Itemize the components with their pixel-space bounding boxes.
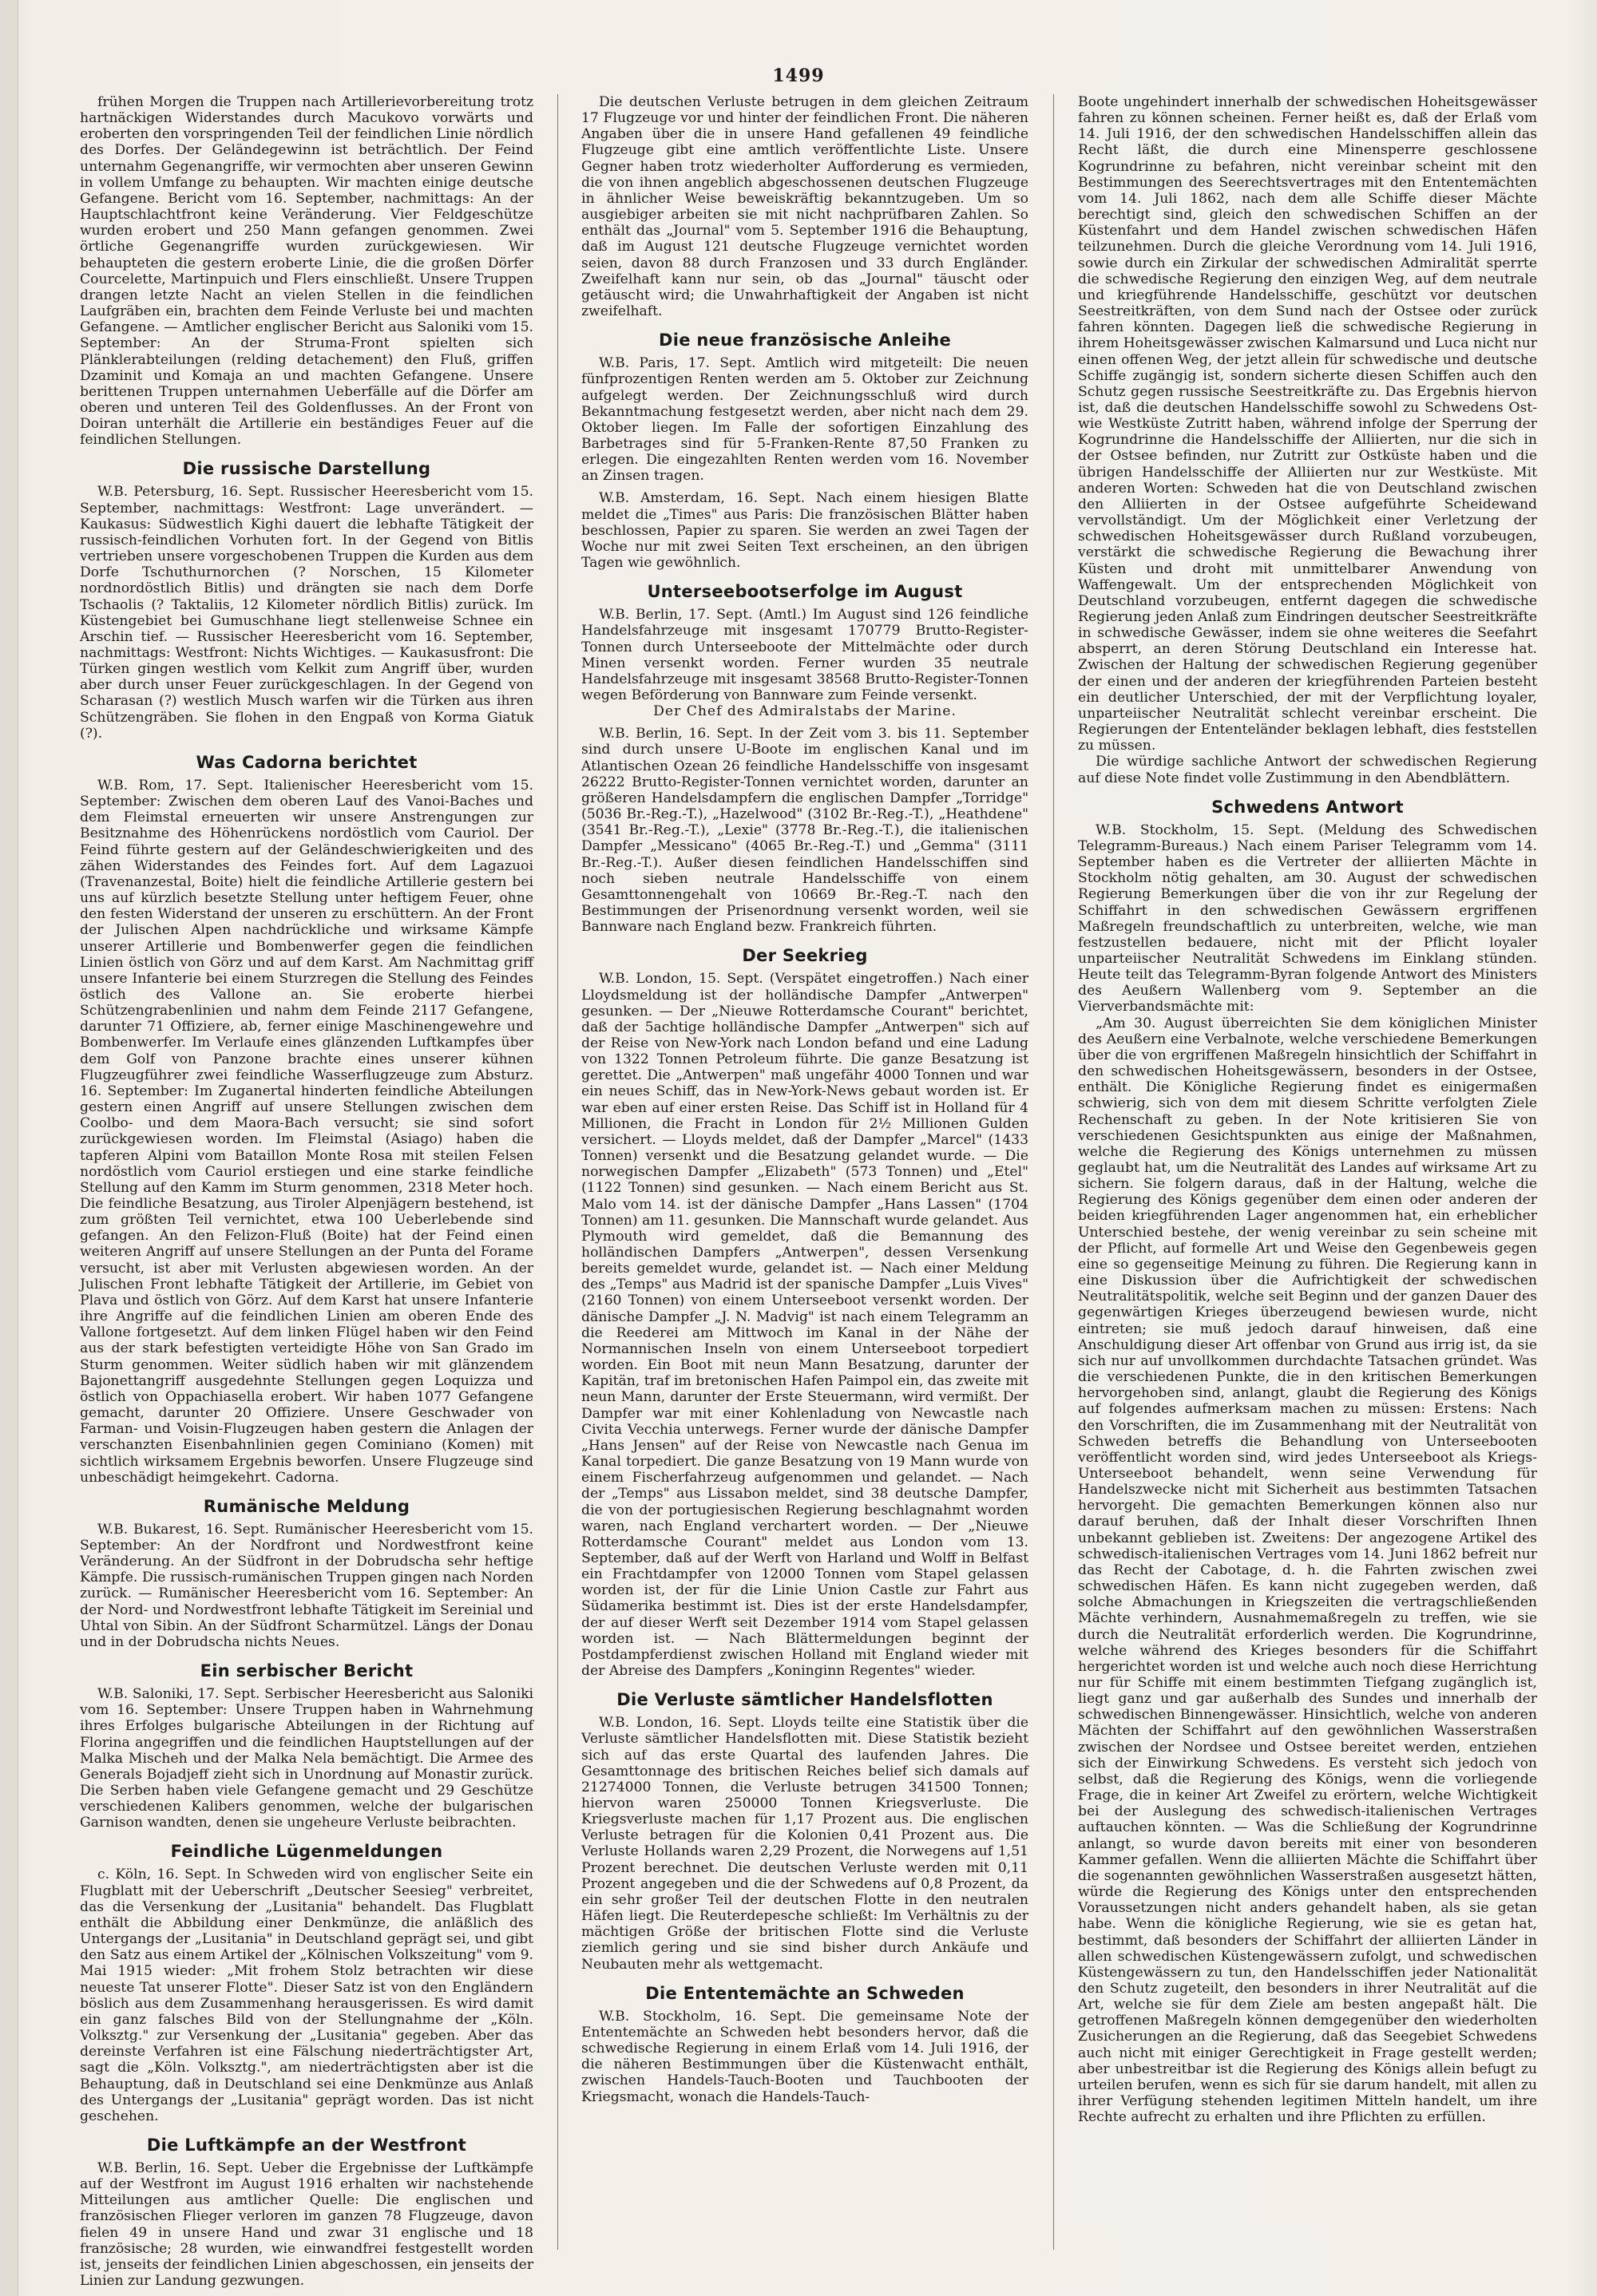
headline-russisch: Die russische Darstellung <box>182 459 431 479</box>
article-text: W.B. Petersburg, 16. Sept. Russischer Heeresbericht vom 15. September, nachmittags: Westfront: Lage unverändert. — Kaukasus: Südwestlich Kighi dauert die lebhafte Tätigkeit der russisch-feindlichen Vorhuten fort. In der Gegend von Bitlis vertrieben unsere vorgeschobenen Truppen die Kurden aus dem Dorfe Tschuthurnorchen (? Norschen, 15 Kilometer nordnordöstlich Bitlis) und drängten sie nach dem Dorfe Tschaolis (? Taktaliis, 12 Kilometer nördlich Bitlis) zurück. Im Küstengebiet bei Gumuschhane liegt stellenweise Schnee ein Arschin tief. — Russischer Heeresbericht vom 16. September, nachmittags: Westfront: Nichts Wichtiges. — Kaukasusfront: Die Türken gingen westlich vom Kelkit zum Angriff über, wurden aber durch unser Feuer zurückgeschlagen. In der Gegend von Scharasan (?) westlich Musch warfen wir die Türken aus ihren Schützengräben. Sie flohen in den Engpaß von Korma Giatuk (?). <box>80 484 533 742</box>
column-2 <box>581 94 1028 2250</box>
article-text: W.B. Stockholm, 16. Sept. Die gemeinsame Note der Ententemächte an Schweden hebt besonders hervor, daß die schwedische Regierung in einem Erlaß vom 14. Juli 1916, der die näheren Bestimmungen über die Küstenwacht enthält, zwischen Handels-Tauch-Booten und Tauchbooten der Kriegsmacht, wonach die Handels-Tauch- <box>581 2008 1028 2105</box>
article-signature: Der Chef des Admiralstabs der Marine. <box>653 703 957 720</box>
article-text: W.B. Berlin, 16. Sept. In der Zeit vom 3. bis 11. September sind durch unsere U-Boote im englischen Kanal und im Atlantischen Ozean 26 feindliche Handelsschiffe von insgesamt 26222 Brutto-Register-Tonnen vernichtet worden, darunter an größeren Handelsdampfern die englischen Dampfer „Torridge" (5036 Br.-Reg.-T.), „Hazelwood" (3102 Br.-Reg.-T.), „Heathdene" (3541 Br.-Reg.-T.), „Lexie" (3778 Br.-Reg.-T.), die italienischen Dampfer „Messicano" (4065 Br.-Reg.-T.) und „Gemma" (3111 Br.-Reg.-T.). Außer diesen feindlichen Handelsschiffen sind noch sieben neutrale Handelsschiffe von einem Gesamttonnengehalt von 10669 Br.-Reg.-T. nach den Bestimmungen der Prisenordnung versenkt worden, weil sie Bannware nach England bezw. Frankreich führten. <box>581 726 1028 936</box>
article-text: W.B. Rom, 17. Sept. Italienischer Heeresbericht vom 15. September: Zwischen dem oberen Lauf des Vanoi-Baches und dem Fleimstal erneuerten wir unsere Anstrengungen zur Besitznahme des Höhenrückens nordöstlich vom Cauriol. Der Feind führte gestern auf der Geländeschwierigkeiten und des zähen Widerstandes des Feindes fort. Auf dem Lagazuoi (Travenanzestal, Boite) hielt die feindliche Artillerie gestern bei uns auf kürzlich besetzte Stellung unter heftigem Feuer, ohne den festen Widerstand der unseren zu erschüttern. An der Front der Julischen Alpen nachdrückliche und wirksame Kämpfe unserer Artillerie und Bombenwerfer gegen die feindlichen Linien östlich von Görz und auf dem Karst. Am Nachmittag griff unsere Infanterie bei einem Sturzregen die Stellung des Feindes östlich des Vallone an. Sie eroberte hierbei Schützengrabenlinien und nahm dem Feinde 2117 Gefangene, darunter 71 Offiziere, ab, ferner einige Maschinengewehre und Bombenwerfer. Im Verlaufe eines glänzenden Luftkampfes über dem Golf von Panzone brachte eines unserer kühnen Flugzeugführer zwei feindliche Wasserflugzeuge zum Absturz. 16. September: Im Zuganertal hinderten feindliche Abteilungen gestern einen Angriff auf unsere Stellungen zwischen dem Coolbo- und dem Maora-Bach versucht; sie sind sofort zurückgewiesen worden. Im Fleimstal (Asiago) haben die tapferen Alpini vom Bataillon Monte Rosa mit steilen Felsen nordöstlich vom Cauriol erstiegen und eine starke feindliche Stellung auf den Kamm im Sturm genommen, 2318 Meter hoch. Die feindliche Besatzung, aus Tiroler Alpenjägern bestehend, ist zum größten Teil vernichtet, etwa 100 Ueberlebende sind gefangen. An den Felizon-Fluß (Boite) hat der Feind einen weiteren Angriff auf unsere Stellungen an der Punta del Forame versucht, ist aber mit Verlusten abgewiesen worden. An der Julischen Front lebhafte Tätigkeit der Artillerie, im Gebiet von Plava und östlich von Görz. Auf dem Karst hat unsere Infanterie ihre Angriffe auf die feindlichen Linien am oberen Ende des Vallone fortgesetzt. Auf dem linken Flügel haben wir den Feind aus der stark befestigten verteidigte Höhe von San Grado im Sturm genommen. Weiter südlich haben wir mit glänzendem Bajonettangriff ausgedehnte Stellungen gegen Loquizza und östlich von Oppachiasella erobert. Wir haben 1077 Gefangene gemacht, darunter 20 Offiziere. Unsere Geschwader von Farman- und Voisin-Flugzeugen haben gestern die Anlagen der verschanzten Eisenbahnlinien gegen Cominiano (Komen) mit sichtlich wirksamem Ergebnis beworfen. Unsere Flugzeuge sind unbeschädigt heimgekehrt. Cadorna. <box>80 777 533 1486</box>
headline-luegen: Feindliche Lügenmeldungen <box>170 1842 443 1862</box>
page-number: 1499 <box>772 65 825 86</box>
article-text: W.B. Berlin, 17. Sept. (Amtl.) Im August sind 126 feindliche Handelsfahrzeuge mit insgesamt 170779 Brutto-Register-Tonnen durch Unterseeboote der Mittelmächte oder durch Minen versenkt worden. Ferner wurden 35 neutrale Handelsfahrzeuge mit insgesamt 38568 Brutto-Register-Tonnen wegen Beförderung von Bannware zum Feinde versenkt. <box>581 607 1028 703</box>
article-text: Die würdige sachliche Antwort der schwedischen Regierung auf diese Note findet volle Zustimmung in den Abendblättern. <box>1078 754 1537 786</box>
article-text: W.B. Paris, 17. Sept. Amtlich wird mitgeteilt: Die neuen fünfprozentigen Renten werden am 5. Oktober zur Zeichnung aufgelegt werden. Der Zeichnungsschluß wird durch Bekanntmachung festgesetzt werden, aber nicht nach dem 29. Oktober liegen. Im Falle der sofortigen Einzahlung des Barbetrages sind für 5-Franken-Rente 87,50 Franken zu erlegen. Die eingezahlten Renten werden vom 16. November an Zinsen tragen. <box>581 355 1028 485</box>
headline-serbisch: Ein serbischer Bericht <box>200 1661 414 1681</box>
column-rule <box>1053 94 1054 2250</box>
column-1 <box>80 94 533 2290</box>
article-text: W.B. Stockholm, 15. Sept. (Meldung des Schwedischen Telegramm-Bureaus.) Nach einem Pariser Telegramm vom 14. September haben es die Vertreter der alliierten Mächte in Stockholm nötig gehalten, am 30. August der schwedischen Regierung Bemerkungen über die von ihr zur Regelung der Schiffahrt in den schwedischen Gewässern ergriffenen Maßregeln freundschaftlich zu unterbreiten, welche, wie man festzustellen bedauere, nicht mit der Pflicht loyaler unparteiischer Neutralität Schwedens im Einklang stünden. Heute teilt das Telegramm-Byran folgende Antwort des Ministers des Aeußern Wallenberg vom 9. September an die Vierverbandsmächte mit: <box>1078 821 1537 1015</box>
headline-luftkaempfe: Die Luftkämpfe an der Westfront <box>146 2135 467 2155</box>
column-rule <box>557 94 558 2250</box>
article-quote: „Am 30. August überreichten Sie dem königlichen Minister des Aeußern eine Verbalnote, welche verschiedene Bemerkungen über die von ergriffenen Maßregeln hinsichtlich der Schiffahrt in den schwedischen Hoheitsgewässern, besonders in der Ostsee, enthält. Die Königliche Regierung findet es einigermaßen schwierig, sich von dem mit diesem Schritte verfolgten Ziele Rechenschaft zu geben. In der Note kritisieren Sie von verschiedenen Gesichtspunkten aus einige der Maßnahmen, welche die Regierung des Königs unternehmen zu müssen geglaubt hat, um die Neutralität des Landes auf wirksame Art zu sichern. Sie folgern daraus, daß in der Haltung, welche die Regierung des Königs gegenüber dem einen oder anderen der beiden kriegführenden Lager angenommen hat, ein erheblicher Unterschied bestehe, der wenig vereinbar zu sein scheine mit der Pflicht, auf formelle Art und Weise den Gegenbeweis gegen eine so gegenseitige Meinung zu führen. Die Regierung kann in eine Diskussion über die Aufrichtigkeit der schwedischen Neutralitätspolitik, welche seit Beginn und der ganzen Dauer des gegenwärtigen Krieges überzeugend bewiesen wurde, nicht eintreten; sie muß jedoch darauf hinweisen, daß eine Anschuldigung dieser Art offenbar von Grund aus irrig ist, da sie sich nur auf unvollkommen durchdachte Tatsachen gründet. Was die verschiedenen Punkte, die in den kritischen Bemerkungen hervorgehoben sind, anlangt, glaubt die Regierung des Königs auf folgendes aufmerksam machen zu müssen: Erstens: Nach den Vorschriften, die im Zusammenhang mit der Neutralität von Schweden betreffs die Behandlung von Unterseebooten veröffentlicht worden sind, wird jedes Unterseeboot als Kriegs-Unterseeboot behandelt, wenn seine Verwendung für Handelszwecke nicht mit Sicherheit aus bestimmten Tatsachen hervorgeht. Die gemachten Bemerkungen können also nur darauf beruhen, daß der Inhalt dieser Vorschriften Ihnen unbekannt geblieben ist. Zweitens: Der angezogene Artikel des schwedisch-italienischen Vertrages vom 14. Juni 1862 befreit nur das Recht der Cabotage, d. h. die Fahrten zwischen zwei schwedischen Häfen. Es kann nicht zugegeben werden, daß solche Abmachungen in Kriegszeiten die vertragschließenden Mächte verhindern, Ausnahmemaßregeln zu treffen, wie sie durch die Neutralität erforderlich werden. Die Kogrundrinne, welche während des Krieges besonders für die Schiffahrt hergerichtet worden ist und welche auch noch diese Herrichtung nur für Schiffe mit einem bestimmten Tiefgang zugänglich ist, liegt ganz und gar außerhalb des Sundes und innerhalb der schwedischen Binnengewässer. Hinsichtlich, welche von anderen Mächten der Schiffahrt auf den gewöhnlichen Wasserstraßen zwischen der Nordsee und Ostsee bereitet werden, entziehen sich der Einwirkung Schwedens. Es versteht sich jedoch von selbst, daß die Regierung des Königs, wenn die vorliegende Frage, die in keiner Art Zweifel zu erörtern, welche Wichtigkeit bei der Auslegung des schwedisch-italienischen Vertrages auftauchen könnten. — Was die Schließung der Kogrundrinne anlangt, so wurde davon bereits mit einer von besonderen Kammer gefallen. Wenn die alliierten Mächte die Schiffahrt über die sogenannten gewöhnlichen Wasserstraßen ausgesetzt hätten, würde die Regierung des Königs unter den entsprechenden Voraussetzungen nicht anders gehandelt haben, als sie getan habe. Wenn die königliche Regierung, wie sie es getan hat, bestimmt, daß besonders der Schiffahrt der alliierten Länder in allen schwedischen Küstengewässern zufolgt, und schwedischen Küstengewässern zu tun, den Handelsschiffen jeder Nationalität den Schutz zugeteilt, den besonders in ihrer Neutralität auf die Art, welche sie für dem Ziele am besten angepaßt hält. Die getroffenen Maßregeln können demgegenüber den wiederholten Zusicherungen an die Regierung, daß das Seegebiet Schwedens auch nicht mit einiger Gerechtigkeit in Frage gestellt werden; aber unbestreitbar ist die Regierung des Königs allein befugt zu urteilen berufen, wenn es sich für sie darum handelt, mit allen zu ihrer Verfügung stehenden legitimen Mitteln handelt, um ihre Rechte aufrecht zu erhalten und ihre Pflichten zu erfüllen. <box>1078 1015 1537 2126</box>
article-text: W.B. London, 15. Sept. (Verspätet eingetroffen.) Nach einer Lloydsmeldung ist der holländische Dampfer „Antwerpen" gesunken. — Der „Nieuwe Rotterdamsche Courant" berichtet, daß der 5achtige holländische Dampfer „Antwerpen" sich auf der Reise von New-York nach London befand und eine Ladung von 1322 Tonnen Petroleum führte. Die ganze Besatzung ist gerettet. Die „Antwerpen" maß ungefähr 4000 Tonnen und war ein neues Schiff, das in New-York-News gebaut worden ist. Er war eben auf einer ersten Reise. Das Schiff ist in Holland für 4 Millionen, die Fracht in London für 2½ Millionen Gulden versichert. — Lloyds meldet, daß der Dampfer „Marcel" (1433 Tonnen) versenkt und die Besatzung gelandet wurde. — Die norwegischen Dampfer „Elizabeth" (573 Tonnen) und „Etel" (1122 Tonnen) sind gesunken. — Nach einem Bericht aus St. Malo vom 14. ist der dänische Dampfer „Hans Lassen" (1704 Tonnen) am 11. gesunken. Die Mannschaft wurde gelandet. Aus Plymouth wird gemeldet, daß die Bemannung des holländischen Dampfers „Antwerpen", dessen Versenkung bereits gemeldet wurde, gelandet ist. — Nach einer Meldung des „Temps" aus Madrid ist der spanische Dampfer „Luis Vives" (2160 Tonnen) von einem Unterseeboot versenkt worden. Der dänische Dampfer „J. N. Madvig" ist nach einem Telegramm an die Reederei am Mittwoch im Kanal in der Nähe der Normannischen Inseln von einem Unterseeboot torpediert worden. Ein Boot mit neun Mann Besatzung, darunter der Kapitän, traf im bretonischen Hafen Paimpol ein, das zweite mit neun Mann, darunter der Erste Steuermann, wird vermißt. Der Dampfer war mit einer Kohlenladung von Newcastle nach Civita Vecchia unterwegs. Ferner wurde der dänische Dampfer „Hans Jensen" auf der Reise von Newcastle nach Genua im Kanal torpediert. Die ganze Besatzung von 19 Mann wurde von einem Fischerfahrzeug aufgenommen und gelandet. — Nach der „Temps" aus Lissabon meldet, sind 38 deutsche Dampfer, die von der portugiesischen Regierung beschlagnahmt worden waren, nach England verchartert worden. — Der „Nieuwe Rotterdamsche Courant" meldet aus London vom 13. September, daß auf der Werft von Harland und Wolff in Belfast ein Frachtdampfer von 12000 Tonnen vom Stapel gelassen worden ist, der für die Linie Union Castle zur Fahrt aus Südamerika bestimmt ist. Dies ist der erste Handelsdampfer, der auf dieser Werft seit Dezember 1914 vom Stapel gelassen worden ist. — Nach Blättermeldungen beginnt der Postdampferdienst zwischen Holland mit England wieder mit der Abreise des Dampfers „Koninginn Regentes" wieder. <box>581 971 1028 1680</box>
headline-seekrieg: Der Seekrieg <box>742 946 868 966</box>
article-text: c. Köln, 16. Sept. In Schweden wird von englischer Seite ein Flugblatt mit der Ueberschrift „Deutscher Seesieg" verbreitet, das die Versenkung der „Lusitania" behandelt. Das Flugblatt enthält die Abbildung einer Denkmünze, die anläßlich des Untergangs der „Lusitania" in Deutschland geprägt sei, und gibt den Satz aus einem Artikel der „Kölnischen Volkszeitung" vom 9. Mai 1915 wieder: „Mit frohem Stolz betrachten wir diese neueste Tat unserer Flotte". Dieser Satz ist von den Engländern böslich aus dem Zusammenhang herausgerissen. Es wird damit ein ganz falsches Bild von der Stellungnahme der „Köln. Volksztg." zur Versenkung der „Lusitania" gegeben. Aber das dereinste Verfahren ist eine Fälschung niederträchtigster Art, sagt die „Köln. Volksztg.", am niederträchtigsten aber ist die Behauptung, daß in Deutschland sei eine Denkmünze aus Anlaß des Untergangs der „Lusitania" geprägt worden. Das ist nicht geschehen. <box>80 1866 533 2124</box>
headline-handelsflotten: Die Verluste sämtlicher Handelsflotten <box>616 1690 993 1710</box>
article-text: Boote ungehindert innerhalb der schwedischen Hoheitsgewässer fahren zu können scheinen. Ferner heißt es, daß der Erlaß vom 14. Juli 1916, der den schwedischen Handelsschiffen allein das Recht läßt, die durch eine Minensperre geschlossene Kogrundrinne zu befahren, nicht vereinbar scheint mit den Bestimmungen des Seerechtsvertrages mit den Ententemächten vom 14. Juli 1862, nach dem alle Schiffe dieser Mächte berechtigt sind, gleich den schwedischen Schiffen an der Küstenfahrt und dem Handel zwischen schwedischen Häfen teilzunehmen. Durch die gleiche Verordnung vom 14. Juli 1916, sowie durch ein Zirkular der schwedischen Admiralität sperrte die schwedische Regierung den einzigen Weg, auf dem neutrale und kriegführende Handelsschiffe, geschützt vor deutschen Seestreitkräften, von dem Sund nach der Ostsee oder zurück fahren könnten. Dagegen ließ die schwedische Regierung in ihrem Hoheitsgewässer zwischen Kalmarsund und Luca nicht nur einen offenen Weg, der jetzt allein für schwedische und deutsche Schiffe zugängig ist, sondern sicherte diesen Schiffen auch den Schutz gegen russische Seestreitkräfte zu. Das Ergebnis hiervon ist, daß die deutschen Handelsschiffe sowohl zu Schwedens Ost- wie Westküste Zutritt haben, während infolge der Sperrung der Kogrundrinne die Handelsschiffe der Alliierten, nur die sich in der Ostsee befinden, nur Zutritt zur Ostküste haben und die übrigen Handelsschiffe der Alliierten nur zur Westküste. Mit anderen Worten: Schweden hat die von Deutschland zwischen den Alliierten in der Ostsee aufgeführte Scheidewand vervollständigt. Um der Möglichkeit einer Verletzung der schwedischen Hoheitsgewässer durch Rußland vorzubeugen, verstärkt die schwedische Regierung die Bewachung ihrer Küsten und droht mit unmittelbarer Anwendung von Waffengewalt. Um der entsprechenden Möglichkeit von Deutschland vorzubeugen, entfernt dagegen die schwedische Regierung jeden Anlaß zum Eindringen deutscher Seestreitkräfte in schwedische Gewässer, indem sie ohne weiteres die Seefahrt absperrt, an deren Störung Deutschland ein Interesse hat. Zwischen der Haltung der schwedischen Regierung gegenüber der einen und der anderen der kriegführenden Parteien besteht ein deutlicher Unterschied, der mit der Verpflichtung loyaler, unparteiischer Neutralität schlecht vereinbar erscheint. Die Regierungen der Ententeländer beklagen lebhaft, dies feststellen zu müssen. <box>1078 94 1537 754</box>
article-text: frühen Morgen die Truppen nach Artillerievorbereitung trotz hartnäckigen Widerstandes durch Macukovo vorwärts und eroberten den vorspringenden Teil der feindlichen Linie nördlich des Dorfes. Der Geländegewinn ist beträchtlich. Der Feind unternahm Gegenangriffe, wir vermochten aber unseren Gewinn in vollem Umfange zu behaupten. Wir machten einige deutsche Gefangene. Bericht vom 16. September, nachmittags: An der Hauptschlachtfront keine Veränderung. Vier Feldgeschütze wurden erobert und 250 Mann gefangen genommen. Zwei örtliche Gegenangriffe wurden zurückgewiesen. Wir behaupteten die gestern eroberte Linie, die die großen Dörfer Courcelette, Martinpuich und Flers einschließt. Unsere Truppen drangen letzte Nacht an vielen Stellen in die feindlichen Laufgräben ein, brachten dem Feinde Verluste bei und machten Gefangene. — Amtlicher englischer Bericht aus Saloniki vom 15. September: An der Struma-Front spielten sich Plänklerabteilungen (relding detachement) den Fluß, griffen Dzaminit und Komaja an und machten Gefangene. Unsere berittenen Truppen unternahmen Ueberfälle auf die Dörfer am oberen und unteren Teil des Goldenflusses. An der Front von Doiran unterhält die Artillerie ein beständiges Feuer auf die feindlichen Stellungen. <box>80 94 533 449</box>
scan-margin-strip <box>0 0 18 2296</box>
headline-ubootserfolge: Unterseebootserfolge im August <box>647 582 963 602</box>
headline-rumaenisch: Rumänische Meldung <box>203 1496 410 1516</box>
column-3 <box>1078 94 1537 2250</box>
article-text: W.B. Amsterdam, 16. Sept. Nach einem hiesigen Blatte meldet die „Times" aus Paris: Die französischen Blätter haben beschlossen, Papier zu sparen. Sie werden an zwei Tagen der Woche nur mit zwei Seiten Text erscheinen, an den übrigen Tagen wie gewöhnlich. <box>581 490 1028 572</box>
article-text: Die deutschen Verluste betrugen in dem gleichen Zeitraum 17 Flugzeuge vor und hinter der feindlichen Front. Die näheren Angaben über die in unsere Hand gefallenen 49 feindliche Flugzeuge gibt eine amtlich veröffentlichte Liste. Unsere Gegner haben trotz wiederholter Aufforderung es vermieden, die von ihnen angeblich abgeschossenen deutschen Flugzeuge in ähnlicher Weise beweiskräftig bekanntzugeben. Um so ausgiebiger arbeiten sie mit nicht nachprüfbaren Zahlen. So enthält das „Journal" vom 5. September 1916 die Behauptung, daß im August 121 deutsche Flugzeuge vernichtet worden seien, davon 88 durch Franzosen und 33 durch Engländer. Zweifelhaft kann nur sein, ob das „Journal" täuscht oder getäuscht wird; die Unwahrhaftigkeit der Angaben ist nicht zweifelhaft. <box>581 94 1028 320</box>
article-text: W.B. Saloniki, 17. Sept. Serbischer Heeresbericht aus Saloniki vom 16. September: Unsere Truppen haben in Wahrnehmung ihres Erfolges bulgarische Abteilungen in der Richtung auf Florina angegriffen und die feindlichen Hauptstellungen auf der Malka Mischeh und der Malka Nela bemächtigt. Die Armee des Generals Bojadjeff zieht sich in Unordnung auf Monastir zurück. Die Serben haben viele Gefangene gemacht und 29 Geschütze verschiedenen Kalibers genommen, welche der bulgarischen Garnison wandten, denen sie ungeheure Verluste beibrachten. <box>80 1686 533 1831</box>
headline-antwort: Schwedens Antwort <box>1211 797 1404 817</box>
article-text: W.B. Bukarest, 16. Sept. Rumänischer Heeresbericht vom 15. September: An der Nordfront und Nordwestfront keine Veränderung. An der Südfront in der Dobrudscha sehr heftige Kämpfe. Die russisch-rumänischen Truppen gingen nach Norden zurück. — Rumänischer Heeresbericht vom 16. September: An der Nord- und Nordwestfront lebhafte Tätigkeit im Sereinial und Uhtal von Sibin. An der Südfront Scharmützel. Längs der Donau und in der Dobrudscha nichts Neues. <box>80 1521 533 1650</box>
article-text: W.B. London, 16. Sept. Lloyds teilte eine Statistik über die Verluste sämtlicher Handelsflotten mit. Diese Statistik bezieht sich auf das erste Quartal des laufenden Jahres. Die Gesamttonnage des britischen Reiches belief sich damals auf 21274000 Tonnen, die Verluste betrugen 341500 Tonnen; hiervon waren 250000 Tonnen Kriegsverluste. Die Kriegsverluste machen für 1,17 Prozent aus. Die englischen Verluste betragen für die Kolonien 0,41 Prozent aus. Die Verluste Hollands waren 2,29 Prozent, die Norwegens auf 1,51 Prozent berechnet. Die deutschen Verluste werden mit 0,11 Prozent angegeben und die der Schwedens auf 0,8 Prozent, da ein sehr großer Teil der deutschen Flotte in den neutralen Häfen liegt. Die Reuterdepesche schließt: Im Verhältnis zu der mächtigen Größe der britischen Flotte sind die Verluste ziemlich gering und sie sind bisher durch Ankäufe und Neubauten mehr als wettgemacht. <box>581 1715 1028 1973</box>
headline-ententemaechte: Die Ententemächte an Schweden <box>645 1983 965 2003</box>
headline-anleihe: Die neue französische Anleihe <box>658 331 952 350</box>
article-text: W.B. Berlin, 16. Sept. Ueber die Ergebnisse der Luftkämpfe auf der Westfront im August 1916 erhalten wir nachstehende Mitteilungen aus amtlicher Quelle: Die englischen und französischen Flieger verloren im ganzen 78 Flugzeuge, davon fielen 49 in unsere Hand und zwar 31 englische und 18 französische; 28 wurden, wie einwandfrei festgestellt worden ist, jenseits der feindlichen Linien abgeschossen, ein jenseits der Linien zur Landung gezwungen. <box>80 2159 533 2290</box>
headline-cadorna: Was Cadorna berichtet <box>196 752 418 772</box>
